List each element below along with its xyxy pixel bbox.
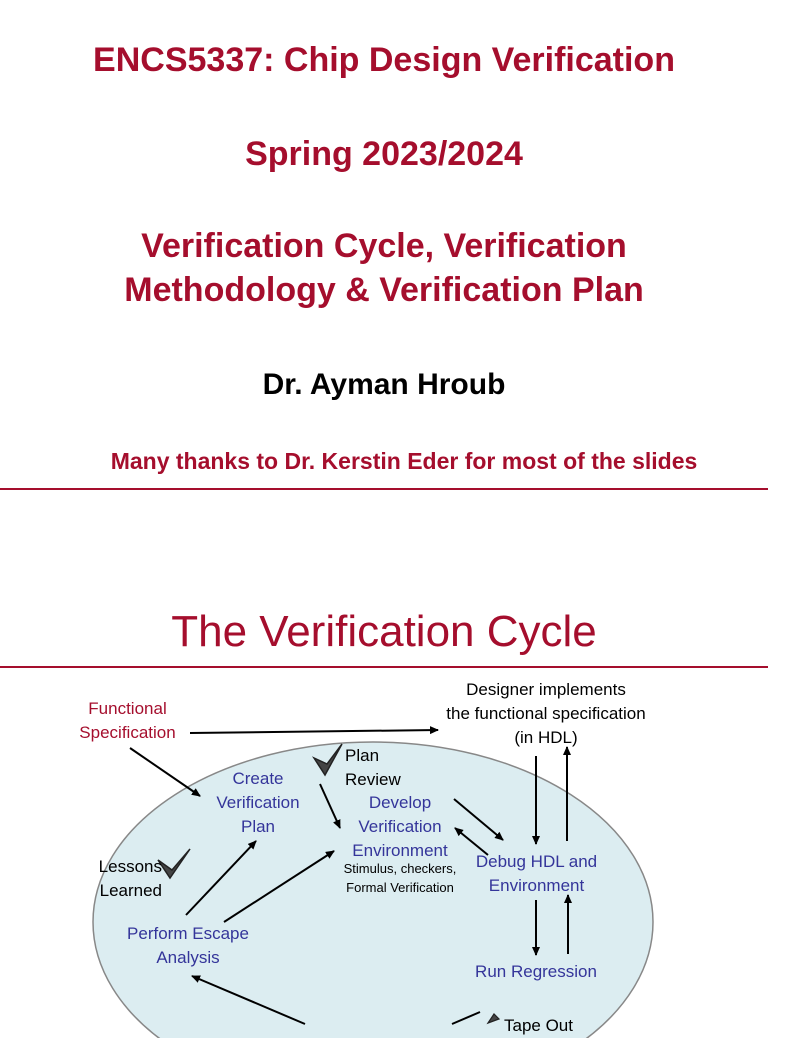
debug-label: Debug HDL and Environment: [475, 852, 598, 895]
verification-cycle-slide: [0, 492, 768, 1035]
tape-out-label: Tape Out: [504, 1016, 573, 1035]
acknowledgement: Many thanks to Dr. Kerstin Eder for most of the slides: [110, 448, 698, 474]
lecture-title-line-2: Methodology & Verification Plan: [124, 271, 644, 309]
plan-review-label: Plan Review: [345, 746, 401, 789]
arrow-spec-to-designer: [190, 730, 438, 733]
create-plan-label: Create Verification Plan: [216, 769, 300, 836]
author: Dr. Ayman Hroub: [262, 368, 506, 401]
slide-title: The Verification Cycle: [171, 607, 597, 656]
term: Spring 2023/2024: [245, 135, 523, 173]
functional-spec-label: Functional Specification: [79, 699, 176, 742]
title-slide: [0, 0, 768, 490]
slide-divider: [0, 488, 768, 490]
lecture-title-line-1: Verification Cycle, Verification: [141, 227, 627, 265]
designer-label: Designer implements the functional specification (in HDL): [446, 680, 646, 747]
develop-env-label: Develop Verification Environment: [352, 793, 448, 860]
env-note-label: Stimulus, checkers, Formal Verification: [343, 861, 457, 895]
escape-analysis-label: Perform Escape Analysis: [127, 924, 249, 967]
lessons-learned-label: Lessons Learned: [98, 857, 162, 900]
regression-label: Run Regression: [475, 962, 597, 981]
arrow-spec-to-plan: [130, 748, 200, 796]
course-title: ENCS5337: Chip Design Verification: [93, 41, 675, 79]
